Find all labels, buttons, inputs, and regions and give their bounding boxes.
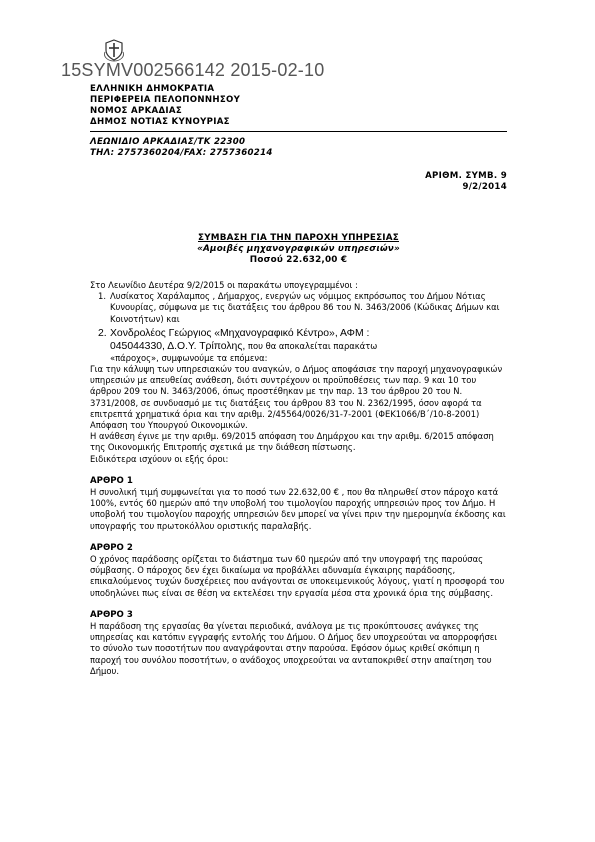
article xyxy=(90,543,507,599)
paragraph: Για την κάλυψη των υπηρεσιακών του αναγκών, ο Δήμος αποφάσισε την παροχή μηχανογραφικών υπηρεσιών με απευθείας ανάθεση, διότι συντρέχουν οι προϋποθέσεις των παρ. 9 και 10 του άρθρου 209 του Ν. 3463/2006, όπως προστέθηκαν με την παρ. 13 του άρθρου 20 του Ν. 3731/2008, σε συνδυασμό με τις διατάξεις του άρθρου 83 του Ν. 2362/1995, όσον αφορά τα επιτρεπτά χρηματικά όρια και την αριθμ. 2/45564/0026/31-7-2001 (ΦΕΚ1066/Β΄/10-8-2001) Απόφαση του Υπουργού Οικονομικών. xyxy=(90,364,503,431)
greek-emblem-icon xyxy=(103,38,125,62)
party-number: 2. xyxy=(98,327,107,339)
title-amount: Ποσού 22.632,00 € xyxy=(249,255,348,265)
party-tail-2: «πάροχος», συμφωνούμε τα επόμενα: xyxy=(110,352,268,363)
contract-body xyxy=(90,280,507,677)
intro-text: Στο Λεωνίδιο Δευτέρα 9/2/2015 οι παρακάτω υπογεγραμμένοι : xyxy=(90,280,358,290)
issuer-header xyxy=(90,84,240,128)
article xyxy=(90,610,507,677)
article-heading: ΑΡΘΡΟ 3 xyxy=(90,609,133,620)
ada-stamp: 15SYMV002566142 2015-02-10 xyxy=(61,60,325,80)
document-title xyxy=(90,233,507,266)
party-item xyxy=(90,291,507,325)
article-heading: ΑΡΘΡΟ 1 xyxy=(90,475,133,486)
party-text: Λυσίκατος Χαράλαμπος , Δήμαρχος, ενεργών ως νόμιμος εκπρόσωπος του Δήμου Νότιας Κυνουρίας, σύμφωνα με τις διατάξεις του άρθρου 86 του Ν. 3463/2006 (Κώδικας Δήμων και Κοινοτήτων) και xyxy=(110,291,500,324)
article xyxy=(90,476,507,532)
article-text: Η συνολική τιμή συμφωνείται για το ποσό των 22.632,00 € , που θα πληρωθεί στον πάροχο κατά 100%, εντός 60 ημερών από την υποβολή του τιμολογίου παροχής υπηρεσιών προς τον Δήμο. Η υποβολή του τιμολογίου παροχής υπηρεσιών δεν μπορεί να γίνει πριν την ημερομηνία έκδοσης και υπογραφής του πρωτοκόλλου οριστικής παραλαβής. xyxy=(90,487,506,531)
parties-list xyxy=(90,291,507,364)
address-line: ΛΕΩΝΙΔΙΟ ΑΡΚΑΔΙΑΣ/ΤΚ 22300 xyxy=(90,137,246,147)
party-item xyxy=(90,327,507,364)
header-line: ΠΕΡΙΦΕΡΕΙΑ ΠΕΛΟΠΟΝΝΗΣΟΥ xyxy=(90,95,241,105)
contract-number: ΑΡΙΘΜ. ΣΥΜΒ. 9 xyxy=(425,171,507,181)
article-text: Ο χρόνος παράδοσης ορίζεται το διάστημα των 60 ημερών από την υπογραφή της παρούσας σύμβασης. Ο πάροχος δεν έχει δικαίωμα να προβάλλει αδυναμία έγκαιρης παράδοσης, επικαλούμενος τυχών δυσχέρειες που ανάγονται σε υποκειμενικούς λόγους, γιατί η προσφορά του υποδηλώνει πως είναι σε θέση να εκτελέσει την εργασία μέσα στα χρονικά όρια της σύμβασης. xyxy=(90,554,505,598)
title-line-1: ΣΥΜΒΑΣΗ ΓΙΑ ΤΗΝ ΠΑΡΟΧΗ ΥΠΗΡΕΣΙΑΣ xyxy=(198,233,399,243)
article-heading: ΑΡΘΡΟ 2 xyxy=(90,542,133,553)
article-text: Η παράδοση της εργασίας θα γίνεται περιοδικά, ανάλογα με τις προκύπτουσες ανάγκες της υπηρεσίας και κατόπιν εγγραφής εντολής του Δήμου. Ο Δήμος δεν υποχρεούται να απορροφήσει το σύνολο των ποσοτήτων που αναγράφονται στην παρούσα. Εφόσον όμως κριθεί σκόπιμη η παροχή του συνόλου ποσοτήτων, ο ανάδοχος υποχρεούται να ανταποκριθεί στην απαίτηση του Δήμου. xyxy=(90,621,498,676)
phone-line: ΤΗΛ: 2757360204/FAX: 2757360214 xyxy=(90,148,273,158)
header-line: ΕΛΛΗΝΙΚΗ ΔΗΜΟΚΡΑΤΙΑ xyxy=(90,84,215,94)
header-line: ΔΗΜΟΣ ΝΟΤΙΑΣ ΚΥΝΟΥΡΙΑΣ xyxy=(90,117,230,127)
contract-reference xyxy=(425,171,507,193)
header-line: ΝΟΜΟΣ ΑΡΚΑΔΙΑΣ xyxy=(90,106,183,116)
party-name: Χονδρολέος Γεώργιος «Μηχανογραφικό Κέντρο», ΑΦΜ : xyxy=(110,327,370,339)
party-afm: 045044330, Δ.Ο.Υ. Τρίπολης, xyxy=(110,340,246,352)
paragraph: Ειδικότερα ισχύουν οι εξής όροι: xyxy=(90,453,229,464)
party-number: 1. xyxy=(98,291,106,302)
title-line-2: «Αμοιβές μηχανογραφικών υπηρεσιών» xyxy=(197,244,400,254)
contact-block xyxy=(90,137,273,159)
party-tail: που θα αποκαλείται παρακάτω xyxy=(245,340,378,351)
paragraph: Η ανάθεση έγινε με την αριθμ. 69/2015 απόφαση του Δημάρχου και την αριθμ. 6/2015 απόφαση της Οικονομικής Επιτροπής σχετικά με την διάθεση πίστωσης. xyxy=(90,431,494,453)
header-divider xyxy=(90,131,507,132)
contract-date: 9/2/2014 xyxy=(462,182,507,192)
